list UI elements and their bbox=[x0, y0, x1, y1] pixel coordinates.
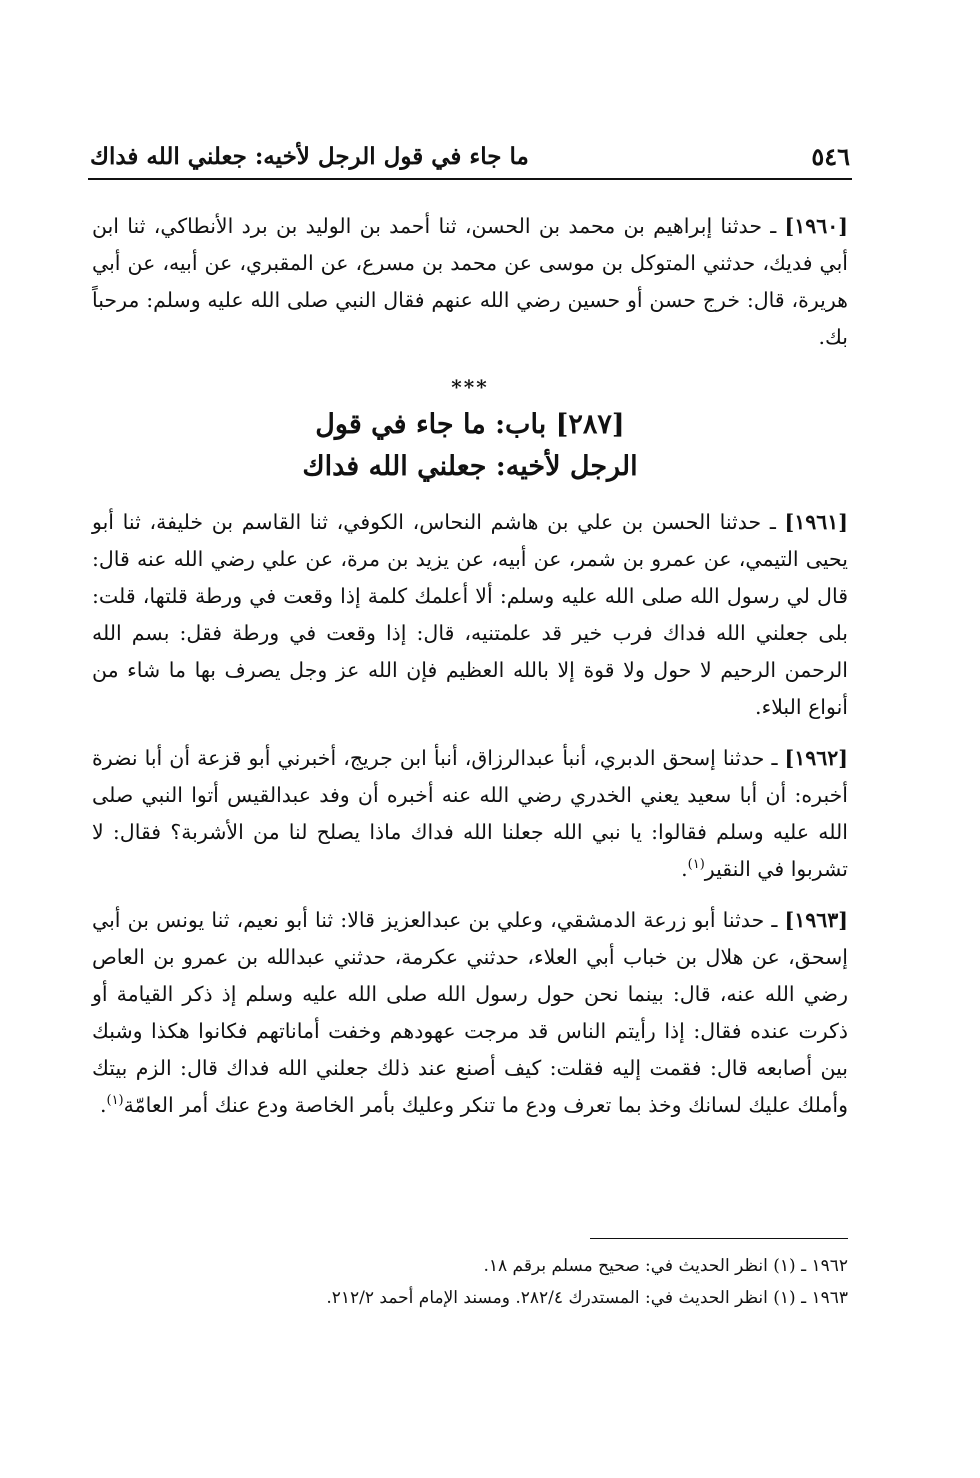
footnote-1962: ١٩٦٢ ـ (١) انظر الحديث في: صحيح مسلم برقم ١٨. bbox=[483, 1256, 848, 1276]
footnote-ref[interactable]: (١) bbox=[106, 1093, 124, 1109]
running-header bbox=[90, 136, 850, 176]
header-title: ما جاء في قول الرجل لأخيه: جعلني الله فداك bbox=[90, 142, 529, 170]
chapter-heading-line-1: [٢٨٧] باب: ما جاء في قول bbox=[315, 409, 625, 440]
footnote-ref[interactable]: (١) bbox=[687, 857, 705, 873]
chapter-heading-line-2: الرجل لأخيه: جعلني الله فداك bbox=[302, 451, 638, 482]
hadith-number: [١٩٦٢] bbox=[784, 746, 848, 770]
chapter-heading bbox=[92, 404, 848, 488]
hadith-tail: . bbox=[681, 857, 688, 881]
section-separator: *** bbox=[451, 375, 489, 399]
hadith-1962 bbox=[92, 740, 848, 888]
hadith-text: ـ حدثنا الحسن بن علي بن هاشم النحاس، الكوفي، ثنا القاسم بن خليفة، ثنا أبو يحيى التيمي، عن عمرو بن شمر، عن أبيه، عن يزيد بن مرة، عن علي رضي الله عنه قال: قال لي رسول الله صلى الله عليه وسلم: ألا أعلمك كلمة إذا وقعت في ورطة قلتها، قلت: بلى جعلني الله فداك فرب خير قد علمتنيه، قال: إذا وقعت في ورطة فقل: بسم الله الرحمن الرحيم لا حول ولا قوة إلا بالله العظيم فإن الله عز وجل يصرف بها ما شاء من أنواع البلاء. bbox=[92, 510, 848, 719]
main-text bbox=[92, 208, 848, 1138]
footnotes bbox=[92, 1250, 848, 1314]
hadith-text: ـ حدثنا إبراهيم بن محمد بن الحسن، ثنا أحمد بن الوليد بن برد الأنطاكي، ثنا ابن أبي فديك، حدثني المتوكل بن موسى عن محمد بن مسرع، عن المقبري، عن أبيه، عن أبي هريرة، قال: خرج حسن أو حسين رضي الله عنهم فقال النبي صلى الله عليه وسلم: مرحباً بك. bbox=[92, 214, 848, 349]
hadith-1963 bbox=[92, 902, 848, 1124]
hadith-number: [١٩٦١] bbox=[784, 510, 848, 534]
footnote-1963: ١٩٦٣ ـ (١) انظر الحديث في: المستدرك ٢٨٢/٤. ومسند الإمام أحمد ٢١٢/٢. bbox=[326, 1288, 848, 1308]
hadith-number: [١٩٦٣] bbox=[784, 908, 848, 932]
hadith-tail: . bbox=[99, 1093, 107, 1117]
hadith-text: ـ حدثنا أبو زرعة الدمشقي، وعلي بن عبدالعزيز قالا: ثنا أبو نعيم، ثنا يونس بن أبي إسحق، عن هلال بن خباب أبي العلاء، حدثني عكرمة، حدثني عبدالله بن عمرو بن العاص رضي الله عنه، قال: بينما نحن حول رسول الله صلى الله عليه وسلم إذ ذكر القيامة أو ذكرت عنده فقال: إذا رأيتم الناس قد مرجت عهودهم وخفت أماناتهم فكانوا هكذا وشبك بين أصابعه قال: فقمت إليه فقلت: كيف أصنع عند ذلك جعلني الله فداك قال: الزم بيتك وأملك عليك لسانك وخذ بما تعرف ودع ما تنكر وعليك بأمر الخاصة ودع عنك أمر العامّة bbox=[92, 908, 848, 1117]
hadith-text: ـ حدثنا إسحق الدبري، أنبأ عبدالرزاق، أنبأ ابن جريج، أخبرني أبو قزعة أن أبا نضرة أخبره: أن أبا سعيد يعني الخدري رضي الله عنه أخبره أن وفد عبدالقيس أتوا النبي صلى الله عليه وسلم فقالوا: يا نبي الله جعلنا الله فداك ماذا يصلح لنا من الأشربة؟ فقال: لا تشربوا في النقير bbox=[92, 746, 848, 881]
hadith-number: [١٩٦٠] bbox=[784, 214, 848, 238]
footnote-divider bbox=[590, 1238, 848, 1239]
hadith-1960 bbox=[92, 208, 848, 356]
header-divider bbox=[88, 178, 852, 180]
page-number: ٥٤٦ bbox=[811, 141, 850, 171]
hadith-1961 bbox=[92, 504, 848, 726]
